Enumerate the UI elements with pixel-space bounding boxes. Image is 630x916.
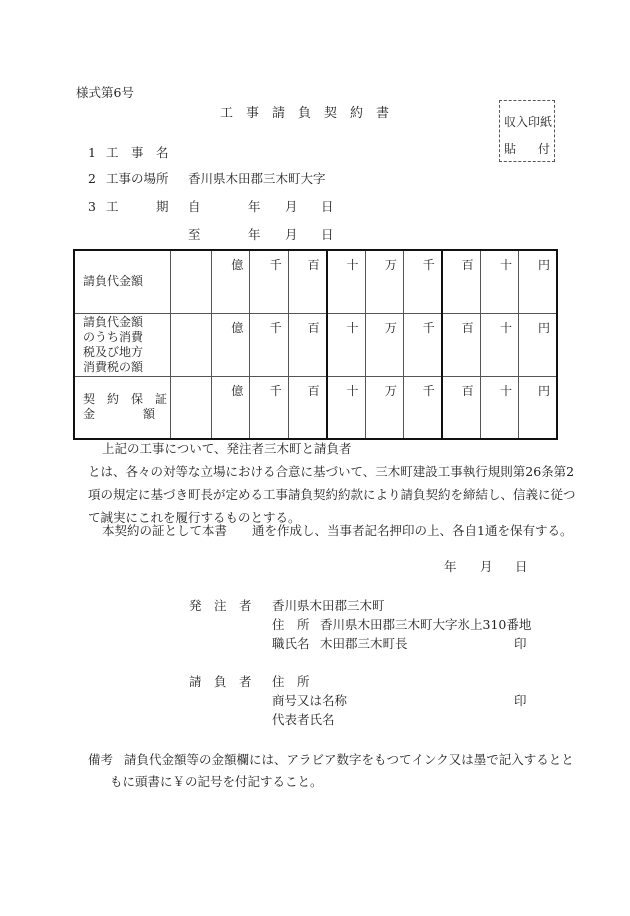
note-line-2: もに頭書に￥の記号を付記すること。 [110,774,323,789]
orderer-name: 香川県木田郡三木町 [272,598,385,613]
body-line-5: 本契約の証として本書 通を作成し、当事者記名押印の上、各自1通を保有する。 [102,523,573,538]
row-label-line2 [83,407,155,422]
contractor-seal-mark: 印 [514,693,527,708]
orderer-seal-mark: 印 [514,636,527,651]
digit-cell[interactable]: 千 [403,376,441,439]
row-label [74,313,171,376]
contract-date-year[interactable]: 年 [444,559,457,574]
period-from-day[interactable]: 日 [321,199,334,214]
currency-cell[interactable] [171,313,212,376]
digit-cell[interactable]: 千 [403,313,441,376]
stamp-label-left: 貼 [504,142,517,156]
orderer-address-label: 住 所 [272,617,310,632]
contractor-company-label: 商号又は名称 [272,693,348,708]
item-2-number: 2 [88,171,96,186]
orderer-address: 香川県木田郡三木町大字氷上310番地 [320,617,532,632]
digit-cell[interactable]: 百 [288,376,326,439]
body-line-3: 項の規定に基づき町長が定める工事請負契約約款により請負契約を締結し、信義に従つ [88,487,576,502]
digit-cell[interactable]: 億 [212,313,250,376]
row-label-text: 金 [83,407,96,422]
body-line-1: 上記の工事について、発注者三木町と請負者 [102,441,352,456]
table-row-tax-amount [74,313,557,376]
body-line-2: とは、各々の対等な立場における合意に基づいて、三木町建設工事執行規則第26条第2 [88,464,575,479]
row-label-text: 契 約 保 証 [83,392,168,407]
digit-cell[interactable]: 十 [327,376,365,439]
stamp-label-right: 付 [537,142,550,156]
row-label-text: 請負代金額 [83,314,144,329]
period-from-month[interactable]: 月 [285,199,298,214]
row-label [74,376,171,439]
digit-cell[interactable]: 万 [365,250,403,313]
period-from-year[interactable]: 年 [248,199,261,214]
contract-date-month[interactable]: 月 [480,559,493,574]
row-label-text: 消費税の額 [83,359,144,374]
digit-cell[interactable]: 円 [519,250,558,313]
note-line-1: 請負代金額等の金額欄には、アラビア数字をもつてインク又は墨で記入するとと [124,752,574,767]
row-label-text: 請負代金額 [83,274,144,289]
stamp-label: 収入印紙 [504,115,553,129]
digit-cell[interactable]: 十 [327,313,365,376]
digit-cell[interactable]: 億 [212,250,250,313]
digit-cell[interactable]: 千 [250,313,288,376]
digit-cell[interactable]: 千 [403,250,441,313]
form-number: 様式第6号 [76,85,134,100]
item-3-number: 3 [88,199,96,214]
digit-cell[interactable]: 十 [480,376,518,439]
contractor-address-label: 住 所 [272,674,310,689]
table-row-guarantee-amount [74,376,557,439]
item-1-number: 1 [88,145,96,160]
currency-cell[interactable] [171,376,212,439]
contractor-rep-label: 代表者氏名 [272,712,335,727]
digit-cell[interactable]: 百 [442,376,480,439]
digit-cell[interactable]: 百 [442,250,480,313]
revenue-stamp-box [499,100,555,162]
digit-cell[interactable]: 円 [519,313,558,376]
orderer-role-label: 発 注 者 [189,598,252,613]
body-line-4: て誠実にこれを履行するものとする。 [88,510,301,525]
period-to-year[interactable]: 年 [248,227,261,242]
row-label-text: 税及び地方 [83,344,144,359]
item-3-label-right: 期 [156,199,169,214]
table-row-contract-amount [74,250,557,313]
note-label: 備考 [88,752,114,767]
digit-cell[interactable]: 万 [365,376,403,439]
period-to-month[interactable]: 月 [285,227,298,242]
item-2-label: 工事の場所 [106,171,169,186]
row-label-text: 額 [142,407,155,422]
document-title: 工 事 請 負 契 約 書 [220,106,390,121]
orderer-title: 木田郡三木町長 [320,636,408,651]
row-label-text: のうち消費 [83,329,144,344]
digit-cell[interactable]: 百 [288,313,326,376]
digit-cell[interactable]: 十 [480,250,518,313]
period-from-label: 自 [188,199,201,214]
orderer-title-label: 職氏名 [272,636,310,651]
digit-cell[interactable]: 億 [212,376,250,439]
digit-cell[interactable]: 円 [519,376,558,439]
amount-table [73,249,558,440]
digit-cell[interactable]: 万 [365,313,403,376]
contractor-role-label: 請 負 者 [189,674,252,689]
row-label [74,250,171,313]
digit-cell[interactable]: 千 [250,250,288,313]
work-location-value[interactable]: 香川県木田郡三木町大字 [188,171,326,186]
digit-cell[interactable]: 千 [250,376,288,439]
digit-cell[interactable]: 百 [288,250,326,313]
period-to-day[interactable]: 日 [321,227,334,242]
period-to-label: 至 [188,227,201,242]
digit-cell[interactable]: 十 [327,250,365,313]
item-1-label: 工 事 名 [106,145,169,160]
digit-cell[interactable]: 十 [480,313,518,376]
currency-cell[interactable] [171,250,212,313]
digit-cell[interactable]: 百 [442,313,480,376]
item-3-label-left: 工 [106,199,119,214]
contract-date-day[interactable]: 日 [515,559,528,574]
